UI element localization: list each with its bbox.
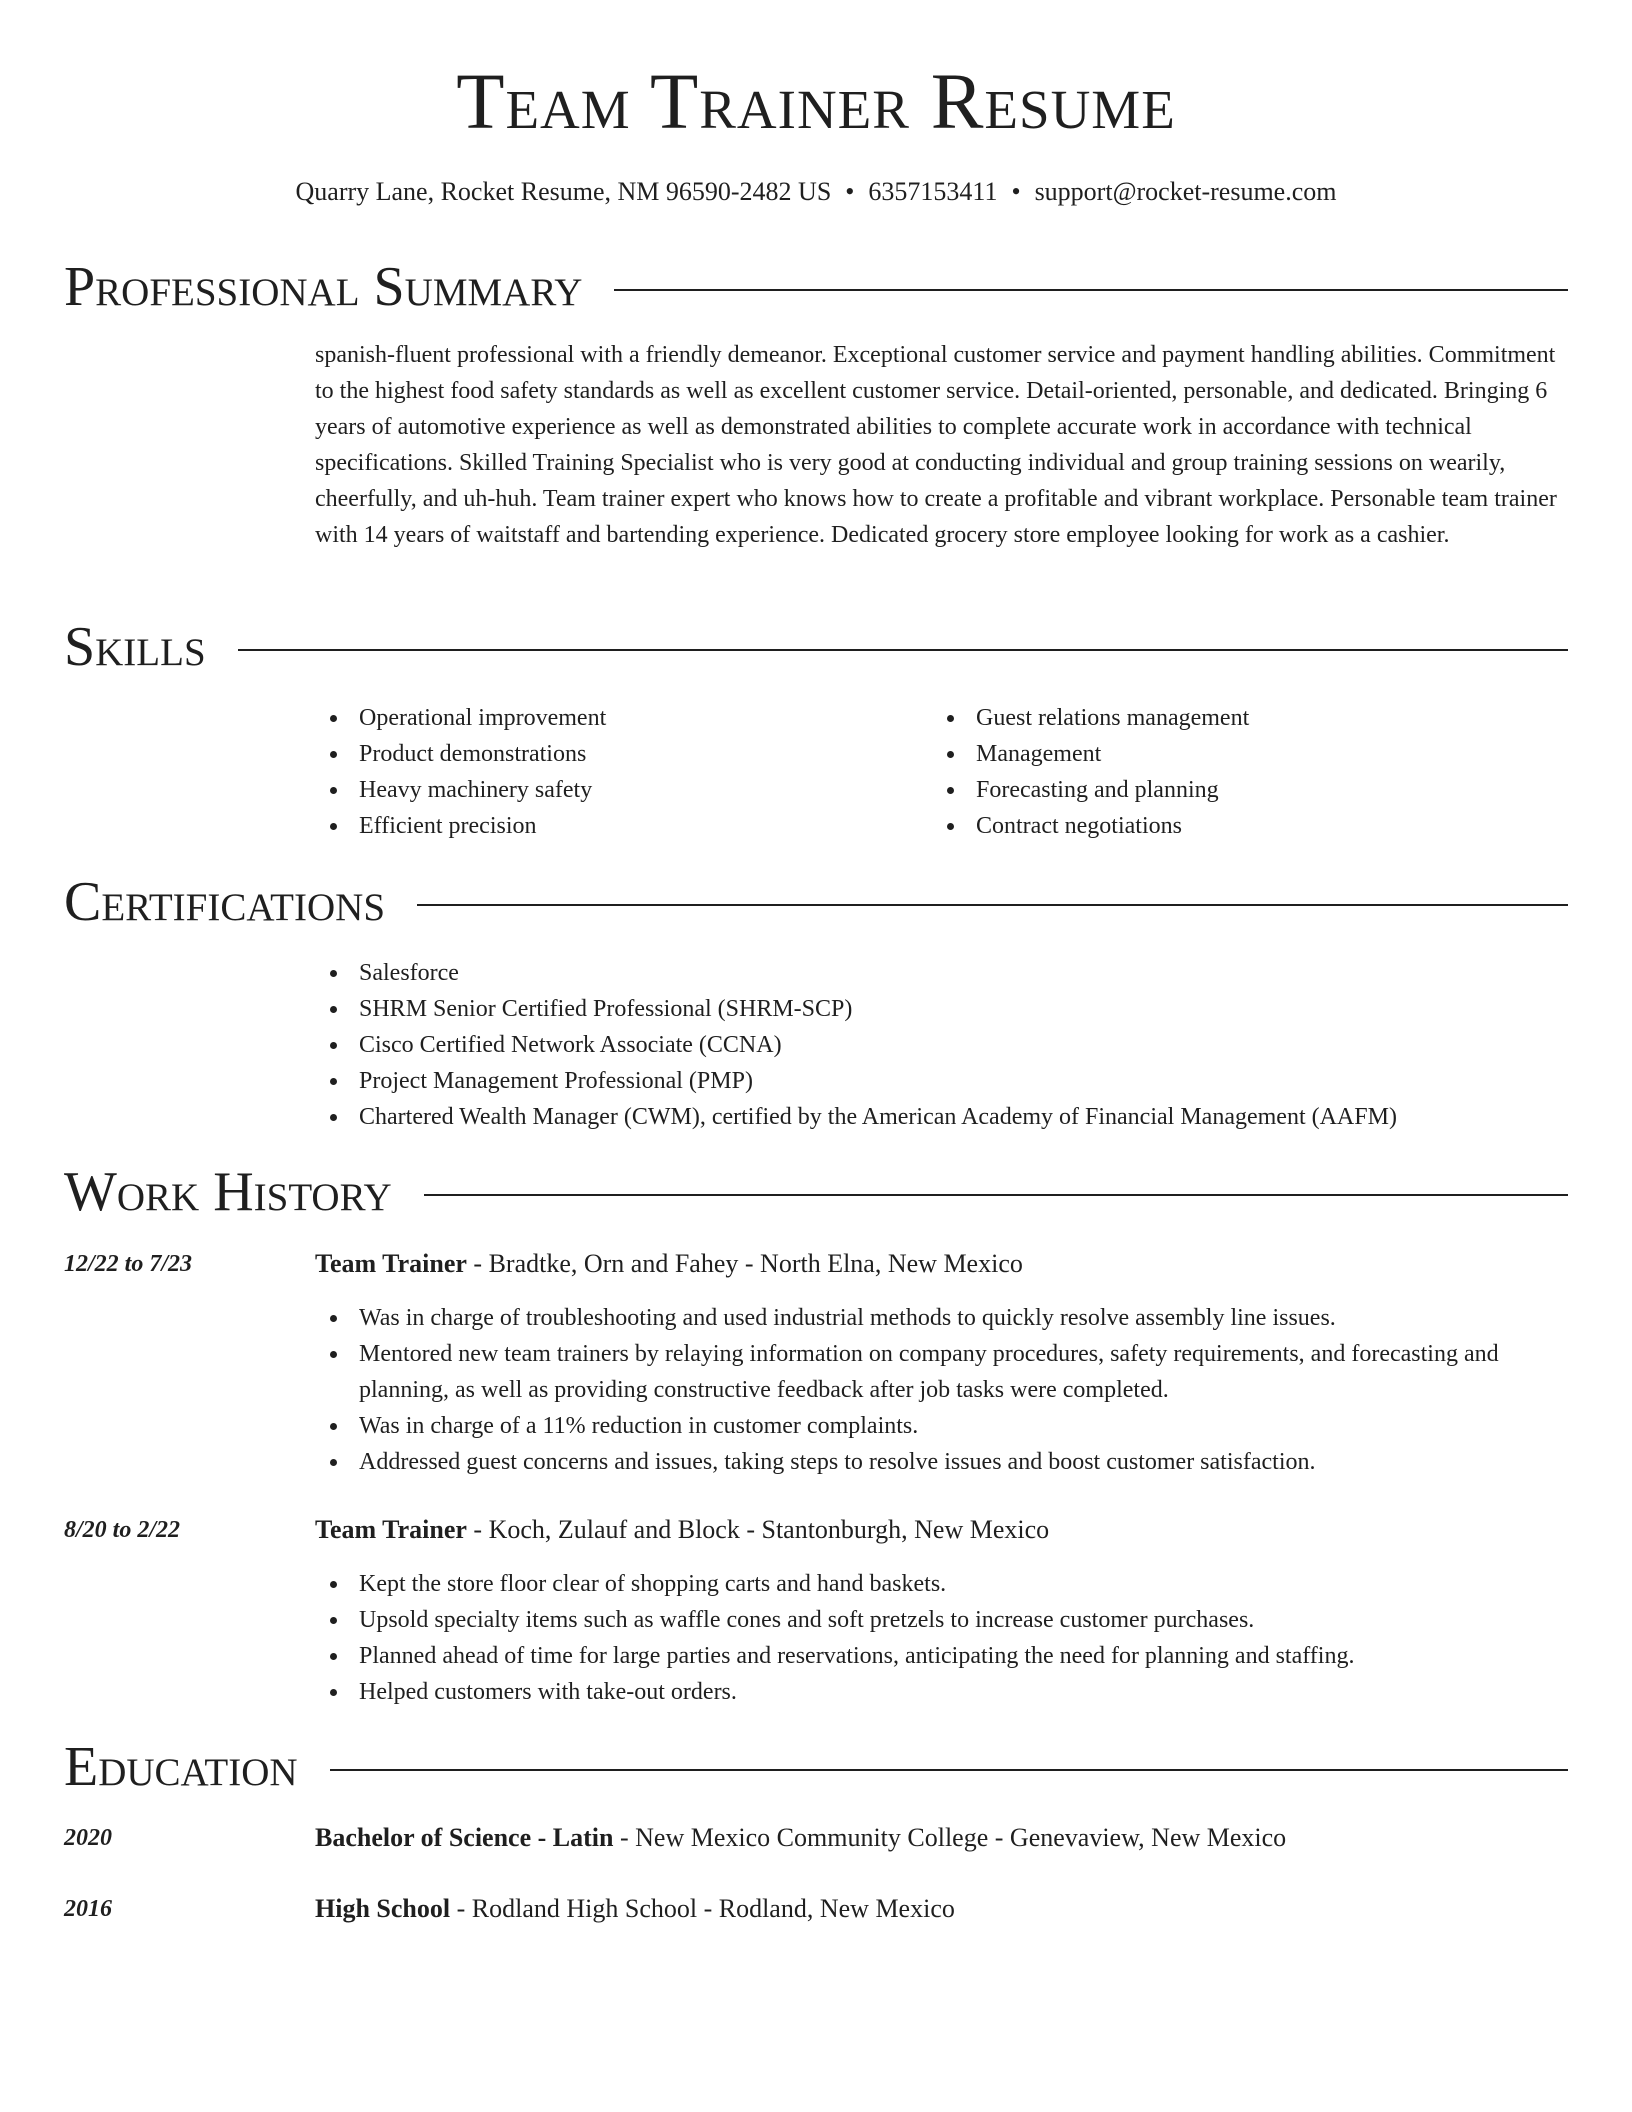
certification-item: Chartered Wealth Manager (CWM), certified by the American Academy of Financial Management (AAFM) (315, 1099, 1568, 1135)
section-divider (424, 1194, 1568, 1196)
skills-list-right (932, 700, 1549, 844)
section-header-certifications (64, 870, 1568, 934)
job-bullets (315, 1566, 1568, 1710)
job-bullets (315, 1300, 1568, 1480)
section-header-work-history (64, 1160, 1568, 1224)
section-title-work-history: Work History (64, 1161, 392, 1223)
job-title (315, 1512, 1568, 1548)
resume-title: Team Trainer Resume (456, 59, 1176, 146)
section-header-education (64, 1735, 1568, 1799)
section-title-education: Education (64, 1736, 298, 1798)
job-role: Team Trainer (315, 1515, 467, 1544)
education-degree: High School (315, 1894, 451, 1923)
education-entry (315, 1820, 1568, 1856)
certification-item: SHRM Senior Certified Professional (SHRM-SCP) (315, 991, 1568, 1027)
certification-item: Cisco Certified Network Associate (CCNA) (315, 1027, 1568, 1063)
contact-email: support@rocket-resume.com (1034, 177, 1337, 206)
section-title-skills: Skills (64, 616, 206, 678)
skill-item: Contract negotiations (932, 808, 1549, 844)
section-header-summary (64, 255, 1568, 319)
contact-address: Quarry Lane, Rocket Resume, NM 96590-2482 US (295, 177, 832, 206)
education-degree: Bachelor of Science - Latin (315, 1823, 614, 1852)
education-entry (315, 1891, 1568, 1927)
education-school: - New Mexico Community College - Genevaview, New Mexico (613, 1823, 1287, 1852)
job-bullet: Addressed guest concerns and issues, taking steps to resolve issues and boost customer satisfaction. (315, 1444, 1568, 1480)
job-dates: 8/20 to 2/22 (64, 1517, 181, 1543)
certification-item: Salesforce (315, 955, 1568, 991)
job-bullet: Planned ahead of time for large parties and reservations, anticipating the need for planning and staffing. (315, 1638, 1568, 1674)
summary-text: spanish-fluent professional with a friendly demeanor. Exceptional customer service and payment handling abilities. Commitment to the highest food safety standards as well as excellent customer service. Detail-oriented, personable, and dedicated. Bringing 6 years of automotive experience as well as demonstrated abilities to complete accurate work in accordance with technical specifications. Skilled Training Specialist who is very good at conducting individual and group training sessions on wearily, cheerfully, and uh-huh. Team trainer expert who knows how to create a profitable and vibrant workplace. Personable team trainer with 14 years of waitstaff and bartending experience. Dedicated grocery store employee looking for work as a cashier. (315, 342, 1557, 548)
job-employer: - Bradtke, Orn and Fahey - North Elna, New Mexico (466, 1249, 1023, 1278)
section-title-certifications: Certifications (64, 871, 386, 933)
education-year: 2020 (64, 1825, 112, 1851)
skill-item: Forecasting and planning (932, 772, 1549, 808)
skill-item: Guest relations management (932, 700, 1549, 736)
contact-phone: 6357153411 (868, 177, 998, 206)
job-employer: - Koch, Zulauf and Block - Stantonburgh, New Mexico (466, 1515, 1050, 1544)
education-school: - Rodland High School - Rodland, New Mexico (450, 1894, 955, 1923)
section-title-summary: Professional Summary (64, 256, 583, 318)
skill-item: Product demonstrations (315, 736, 932, 772)
certification-item: Project Management Professional (PMP) (315, 1063, 1568, 1099)
section-divider (330, 1769, 1568, 1771)
certifications-list (315, 955, 1568, 1135)
job-title (315, 1246, 1568, 1282)
job-bullet: Mentored new team trainers by relaying information on company procedures, safety requirements, and forecasting and planning, as well as providing constructive feedback after job tasks were completed. (315, 1336, 1568, 1408)
section-header-skills (64, 615, 1568, 679)
skills-list-left (315, 700, 932, 844)
section-divider (614, 289, 1568, 291)
contact-separator: • (845, 177, 855, 206)
contact-line (0, 176, 1632, 208)
contact-separator: • (1011, 177, 1021, 206)
section-divider (417, 904, 1568, 906)
job-bullet: Was in charge of troubleshooting and used industrial methods to quickly resolve assembly line issues. (315, 1300, 1568, 1336)
job-bullet: Kept the store floor clear of shopping carts and hand baskets. (315, 1566, 1568, 1602)
job-bullet: Was in charge of a 11% reduction in customer complaints. (315, 1408, 1568, 1444)
job-bullet: Upsold specialty items such as waffle cones and soft pretzels to increase customer purchases. (315, 1602, 1568, 1638)
job-dates: 12/22 to 7/23 (64, 1251, 193, 1277)
job-bullet: Helped customers with take-out orders. (315, 1674, 1568, 1710)
skills-grid (315, 700, 1568, 844)
skill-item: Efficient precision (315, 808, 932, 844)
skill-item: Heavy machinery safety (315, 772, 932, 808)
section-divider (238, 649, 1568, 651)
job-role: Team Trainer (315, 1249, 467, 1278)
education-year: 2016 (64, 1896, 112, 1922)
skill-item: Operational improvement (315, 700, 932, 736)
skill-item: Management (932, 736, 1549, 772)
